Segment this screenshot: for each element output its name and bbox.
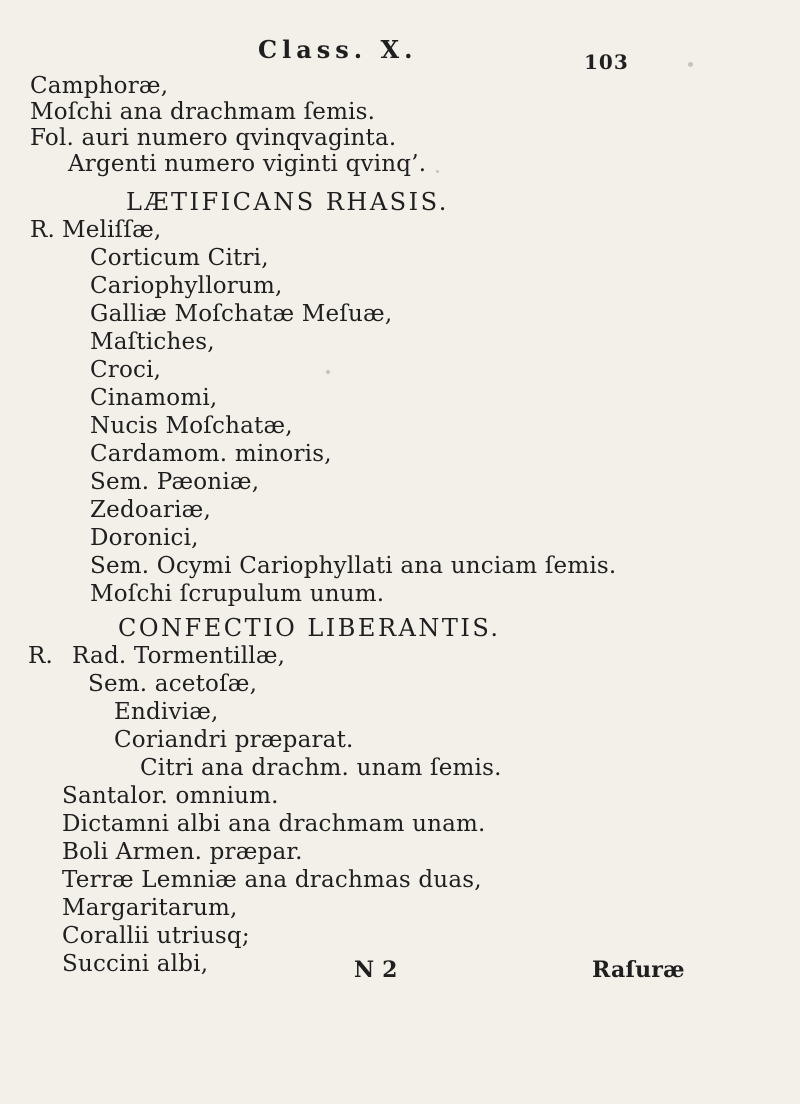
ingredient-line: Coriandri præparat.: [114, 727, 354, 753]
text-line: Argenti numero viginti qvinq’.: [68, 151, 427, 177]
section-heading: CONFECTIO LIBERANTIS.: [118, 614, 501, 642]
text-line: Moſchi ana drachmam ſemis.: [30, 99, 376, 125]
ingredient-line: Boli Armen. præpar.: [62, 839, 303, 865]
ingredient-line: Doronici,: [90, 525, 199, 551]
ingredient-line: Zedoariæ,: [90, 497, 211, 523]
catchword: Raſuræ: [592, 957, 685, 983]
ingredient-line: Corticum Citri,: [90, 245, 269, 271]
recipe-marker: R.: [28, 643, 54, 669]
ingredient-line: Succini albi,: [62, 951, 209, 977]
ingredient-line: Sem. Pæoniæ,: [90, 469, 260, 495]
running-head: Class. X.: [258, 35, 418, 64]
ingredient-line: Citri ana drachm. unam ſemis.: [140, 755, 502, 781]
ingredient-line: Sem. Ocymi Cariophyllati ana unciam ſemis.: [90, 553, 617, 579]
ingredient-line: Corallii utriusq;: [62, 923, 250, 949]
text-line: Fol. auri numero qvinqvaginta.: [30, 125, 397, 151]
ingredient-line: Galliæ Moſchatæ Meſuæ,: [90, 301, 393, 327]
ingredient-line: Margaritarum,: [62, 895, 238, 921]
paper-speck: [436, 170, 439, 173]
ingredient-line: Endiviæ,: [114, 699, 219, 725]
paper-speck: [326, 370, 330, 374]
ingredient-line: Nucis Moſchatæ,: [90, 413, 293, 439]
ingredient-line: Croci,: [90, 357, 162, 383]
page-number: 103: [584, 50, 629, 74]
ingredient-line: Moſchi ſcrupulum unum.: [90, 581, 385, 607]
ingredient-line: Cariophyllorum,: [90, 273, 283, 299]
signature-mark: N 2: [354, 957, 398, 983]
ingredient-line: Dictamni albi ana drachmam unam.: [62, 811, 486, 837]
text-line: Camphoræ,: [30, 73, 169, 99]
ingredient-line: Cardamom. minoris,: [90, 441, 332, 467]
ingredient-line: Terræ Lemniæ ana drachmas duas,: [62, 867, 482, 893]
ingredient-line: Meliſſæ,: [62, 217, 162, 243]
paper-speck: [688, 62, 693, 67]
ingredient-line: Sem. acetoſæ,: [88, 671, 258, 697]
ingredient-line: Rad. Tormentillæ,: [72, 643, 286, 669]
ingredient-line: Cinamomi,: [90, 385, 218, 411]
ingredient-line: Maſtiches,: [90, 329, 215, 355]
ingredient-line: Santalor. omnium.: [62, 783, 279, 809]
recipe-marker: R.: [30, 217, 56, 243]
section-heading: LÆTIFICANS RHASIS.: [126, 188, 449, 216]
